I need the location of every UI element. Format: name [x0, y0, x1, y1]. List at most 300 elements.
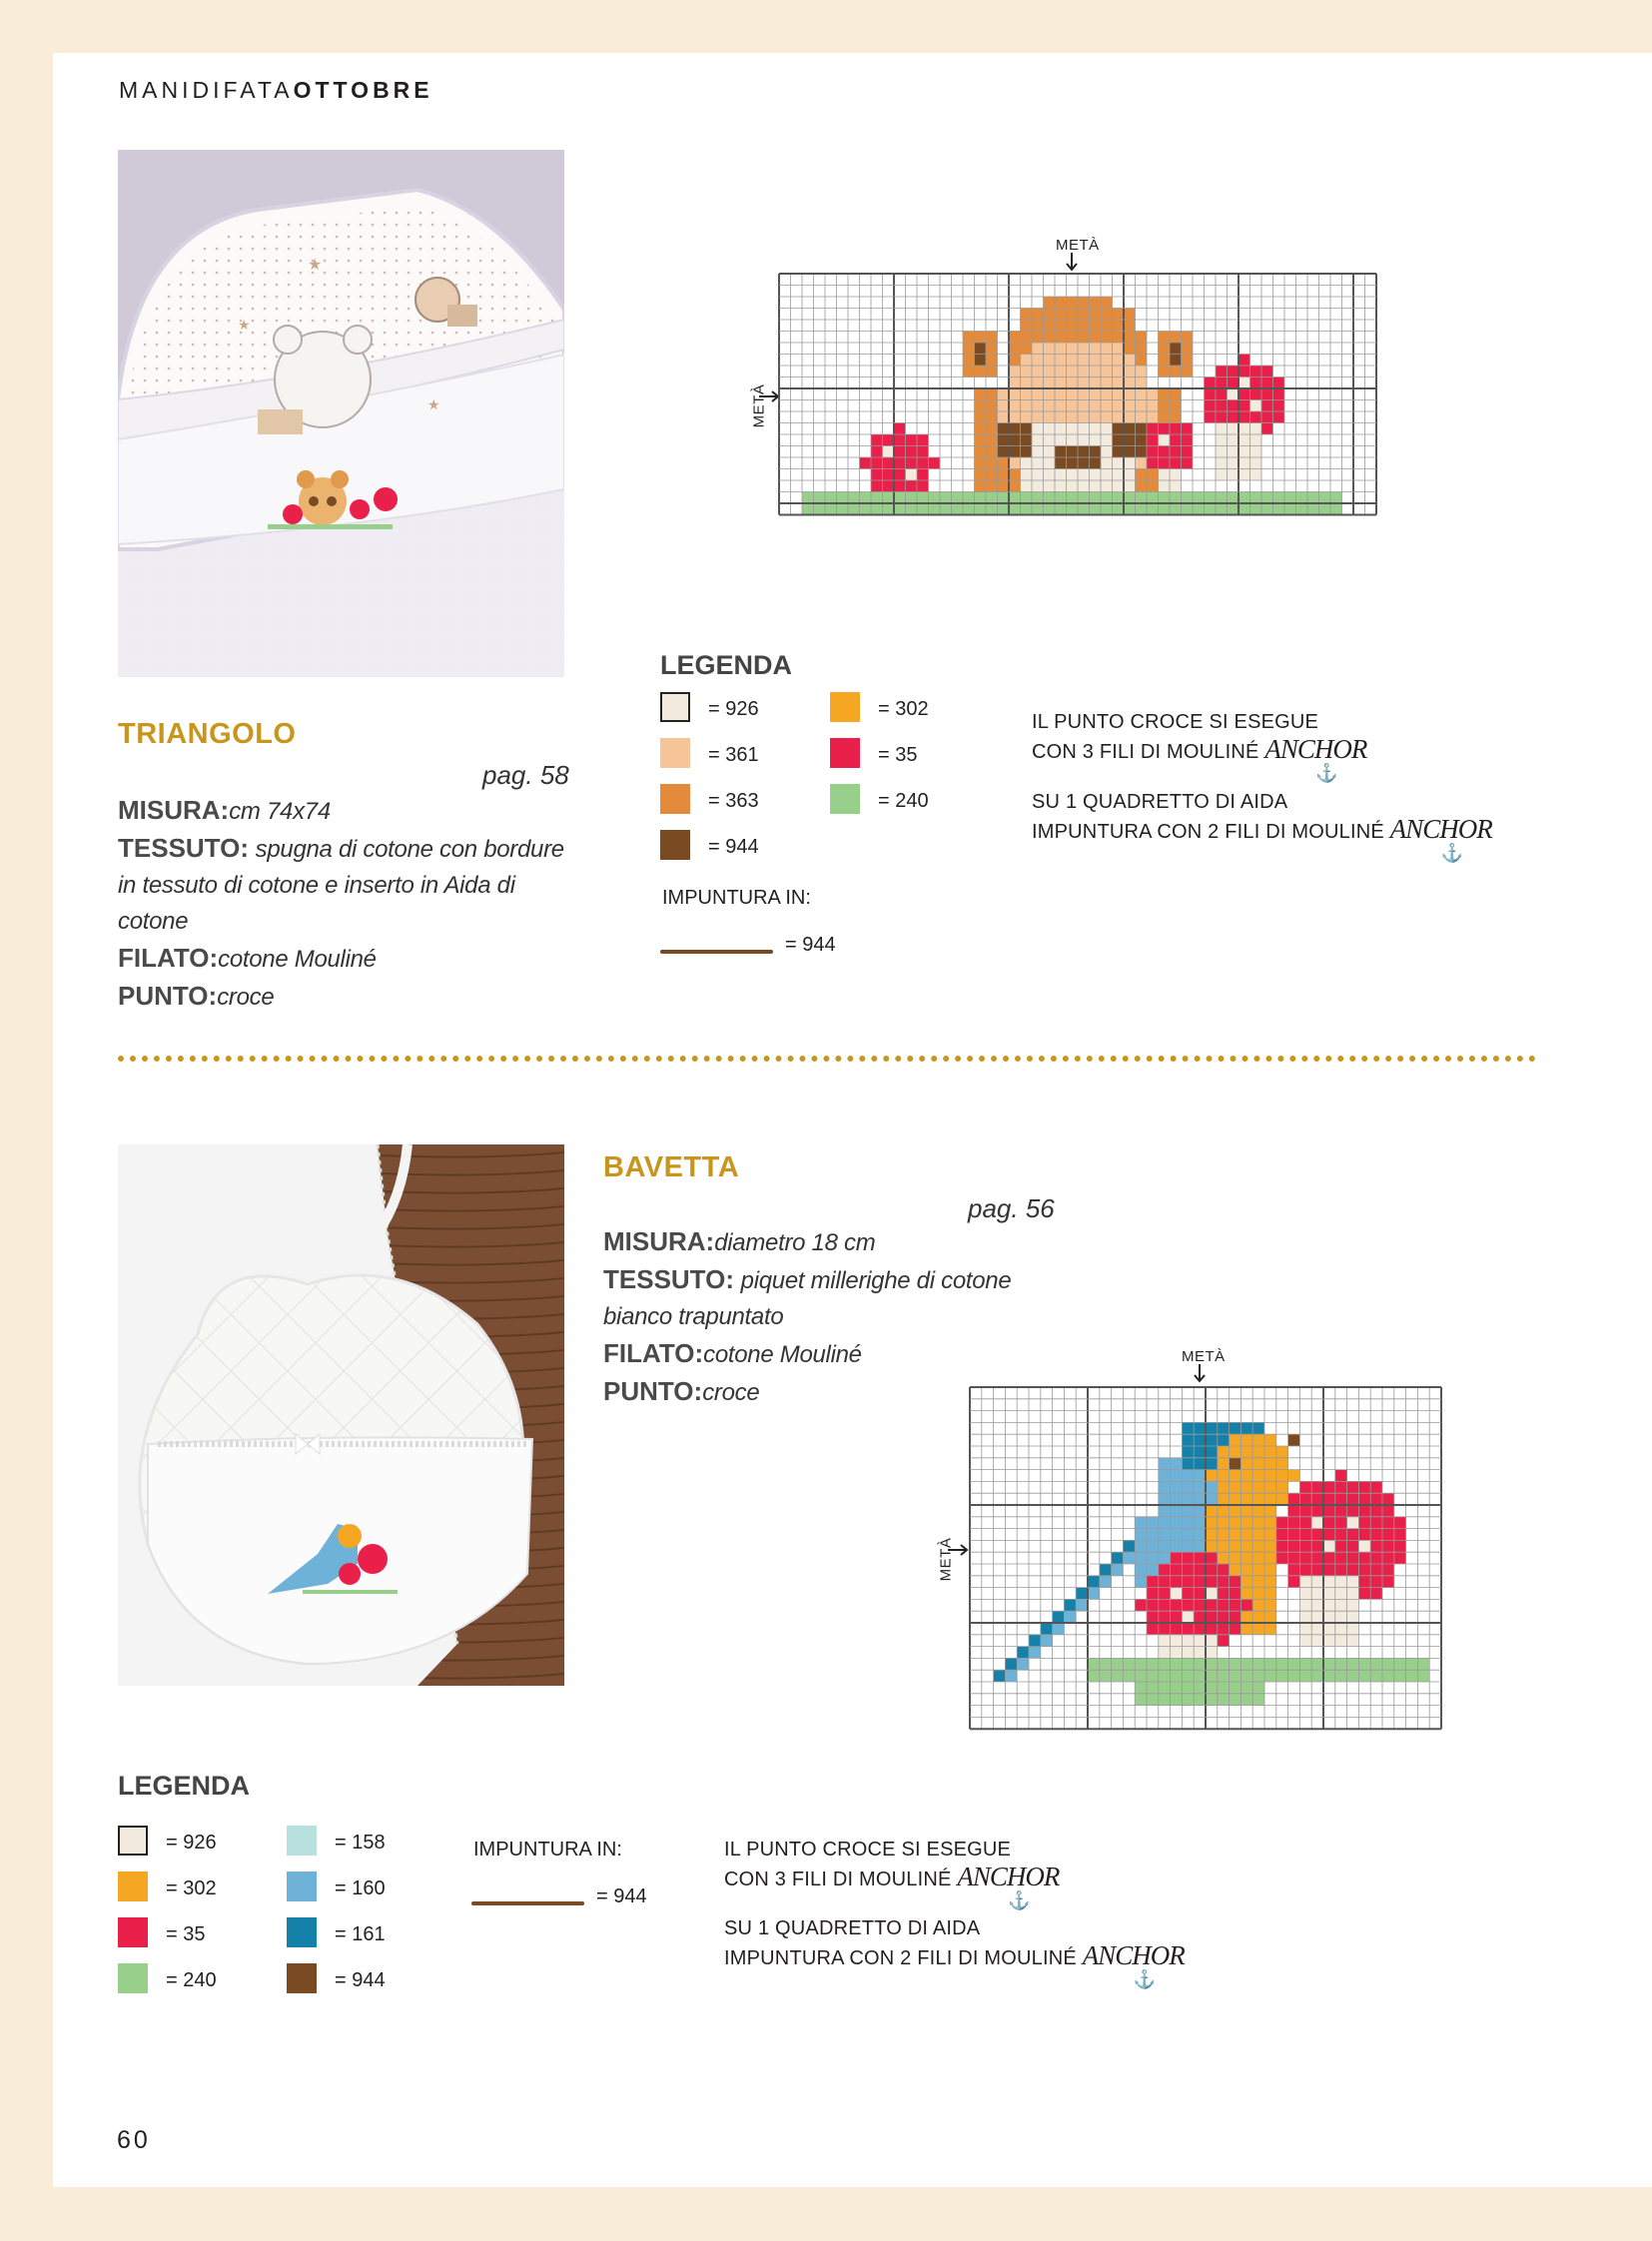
- stitch-cell: [986, 480, 998, 492]
- stitch-cell: [1230, 1422, 1241, 1434]
- stitch-cell: [1358, 1493, 1370, 1505]
- triangolo-tessuto-label: TESSUTO:: [118, 833, 249, 863]
- stitch-cell: [1311, 1588, 1323, 1600]
- stitch-cell: [1159, 1694, 1171, 1706]
- stitch-cell: [986, 332, 998, 344]
- legend-swatch: [830, 738, 860, 768]
- stitch-cell: [1055, 503, 1067, 515]
- stitch-cell: [1206, 1635, 1218, 1647]
- stitch-cell: [975, 492, 987, 504]
- stitch-cell: [1252, 1564, 1264, 1576]
- stitch-cell: [994, 1670, 1006, 1682]
- stitch-cell: [1323, 1576, 1335, 1588]
- stitch-cell: [975, 400, 987, 412]
- stitch-cell: [1296, 503, 1308, 515]
- stitch-cell: [1240, 1588, 1252, 1600]
- legend-swatch: [660, 738, 690, 768]
- stitch-cell: [1299, 1552, 1311, 1564]
- stitch-cell: [1218, 1694, 1230, 1706]
- stitch-cell: [986, 388, 998, 400]
- stitch-cell: [1218, 1611, 1230, 1623]
- stitch-cell: [1044, 297, 1056, 309]
- stitch-cell: [894, 480, 906, 492]
- stitch-cell: [1264, 1623, 1276, 1635]
- triangolo-title: TRIANGOLO: [118, 718, 297, 750]
- stitch-cell: [1194, 1470, 1206, 1482]
- stitch-cell: [1299, 1670, 1311, 1682]
- bear-chart-meta-top: METÀ: [1056, 237, 1100, 254]
- stitch-cell: [1009, 411, 1021, 423]
- triangolo-filato-label: FILATO:: [118, 943, 219, 973]
- stitch-cell: [1264, 1470, 1276, 1482]
- stitch-cell: [1323, 1658, 1335, 1670]
- stitch-cell: [1113, 388, 1125, 400]
- stitch-cell: [1064, 1611, 1076, 1623]
- legend-swatch: [660, 692, 690, 722]
- stitch-cell: [1382, 1540, 1394, 1552]
- stitch-cell: [1230, 1623, 1241, 1635]
- stitch-cell: [1159, 411, 1171, 423]
- stitch-cell: [1323, 1517, 1335, 1529]
- stitch-cell: [1159, 1505, 1171, 1517]
- stitch-cell: [1230, 1564, 1241, 1576]
- stitch-cell: [1029, 1635, 1041, 1647]
- anchor-logo: [957, 1862, 1060, 1910]
- stitch-cell: [1147, 1552, 1159, 1564]
- stitch-cell: [1021, 309, 1033, 321]
- stitch-cell: [906, 492, 918, 504]
- triangolo-impuntura-label: IMPUNTURA IN:: [662, 887, 811, 909]
- stitch-cell: [883, 457, 895, 469]
- stitch-cell: [1124, 377, 1136, 389]
- stitch-cell: [1323, 1481, 1335, 1493]
- stitch-cell: [860, 503, 872, 515]
- stitch-cell: [1239, 457, 1250, 469]
- stitch-cell: [1078, 343, 1090, 355]
- stitch-cell: [1159, 1481, 1171, 1493]
- bavetta-note-1: [724, 1837, 1060, 1910]
- stitch-cell: [1009, 355, 1021, 367]
- stitch-cell: [1239, 446, 1250, 458]
- stitch-cell: [1206, 1470, 1218, 1482]
- stitch-cell: [1252, 1576, 1264, 1588]
- stitch-cell: [1055, 480, 1067, 492]
- stitch-cell: [1299, 1635, 1311, 1647]
- stitch-cell: [963, 343, 975, 355]
- stitch-cell: [1055, 297, 1067, 309]
- stitch-cell: [1252, 1517, 1264, 1529]
- stitch-cell: [1182, 446, 1194, 458]
- section-divider: [118, 1056, 1536, 1062]
- stitch-cell: [1100, 1658, 1112, 1670]
- stitch-cell: [1147, 1670, 1159, 1682]
- stitch-cell: [1021, 355, 1033, 367]
- stitch-cell: [1264, 1505, 1276, 1517]
- stitch-cell: [1124, 457, 1136, 469]
- anchor-logo: [1264, 734, 1367, 783]
- stitch-cell: [1216, 366, 1228, 377]
- stitch-cell: [1135, 1682, 1147, 1694]
- stitch-cell: [1171, 1670, 1183, 1682]
- stitch-cell: [1216, 457, 1228, 469]
- bavetta-tessuto-value: piquet millerighe di cotone bianco trapuntato: [603, 1267, 1012, 1330]
- stitch-cell: [1112, 1552, 1124, 1564]
- stitch-cell: [952, 492, 964, 504]
- stitch-cell: [1159, 343, 1171, 355]
- stitch-cell: [1252, 1493, 1264, 1505]
- stitch-cell: [998, 457, 1010, 469]
- stitch-cell: [1311, 1599, 1323, 1611]
- stitch-cell: [1112, 1658, 1124, 1670]
- stitch-cell: [1055, 400, 1067, 412]
- stitch-cell: [1252, 1552, 1264, 1564]
- stitch-cell: [1347, 1552, 1359, 1564]
- stitch-cell: [1090, 388, 1102, 400]
- stitch-cell: [1240, 1623, 1252, 1635]
- stitch-cell: [1159, 332, 1171, 344]
- stitch-cell: [1123, 1670, 1135, 1682]
- stitch-cell: [894, 492, 906, 504]
- stitch-cell: [998, 411, 1010, 423]
- stitch-cell: [1252, 1434, 1264, 1446]
- stitch-cell: [1147, 1658, 1159, 1670]
- stitch-cell: [1276, 1493, 1288, 1505]
- stitch-cell: [1124, 388, 1136, 400]
- stitch-cell: [1273, 377, 1285, 389]
- stitch-cell: [1136, 332, 1148, 344]
- stitch-cell: [1218, 1529, 1230, 1541]
- stitch-cell: [1090, 423, 1102, 435]
- stitch-cell: [1090, 457, 1102, 469]
- bird-cross-stitch-chart: [968, 1385, 1443, 1736]
- stitch-cell: [1299, 1576, 1311, 1588]
- stitch-cell: [1159, 1611, 1171, 1623]
- stitch-cell: [1182, 1611, 1194, 1623]
- stitch-cell: [1194, 1694, 1206, 1706]
- stitch-cell: [1113, 332, 1125, 344]
- stitch-cell: [1159, 446, 1171, 458]
- stitch-cell: [1311, 1529, 1323, 1541]
- stitch-cell: [1205, 388, 1217, 400]
- stitch-cell: [1101, 480, 1113, 492]
- stitch-cell: [1230, 1505, 1241, 1517]
- stitch-cell: [1240, 1682, 1252, 1694]
- stitch-cell: [1264, 1446, 1276, 1458]
- stitch-cell: [1182, 1588, 1194, 1600]
- stitch-cell: [1319, 503, 1331, 515]
- stitch-cell: [1264, 1517, 1276, 1529]
- stitch-cell: [1032, 377, 1044, 389]
- stitch-cell: [975, 434, 987, 446]
- stitch-cell: [1090, 320, 1102, 332]
- stitch-cell: [1182, 1434, 1194, 1446]
- stitch-cell: [1230, 1694, 1241, 1706]
- stitch-cell: [1288, 1529, 1300, 1541]
- stitch-cell: [1159, 400, 1171, 412]
- stitch-cell: [1055, 332, 1067, 344]
- stitch-cell: [1182, 1635, 1194, 1647]
- stitch-cell: [1159, 1635, 1171, 1647]
- stitch-cell: [1135, 1694, 1147, 1706]
- stitch-cell: [1090, 377, 1102, 389]
- anchor-brand-text: ANCHOR: [957, 1862, 1060, 1891]
- stitch-cell: [894, 503, 906, 515]
- stitch-cell: [1194, 1576, 1206, 1588]
- stitch-cell: [1250, 446, 1262, 458]
- triangolo-page-ref: pag. 58: [482, 760, 569, 790]
- stitch-cell: [1113, 355, 1125, 367]
- legend-swatch: [118, 1826, 148, 1856]
- stitch-cell: [1347, 1505, 1359, 1517]
- stitch-cell: [1382, 1552, 1394, 1564]
- stitch-cell: [1090, 434, 1102, 446]
- stitch-cell: [1078, 366, 1090, 377]
- stitch-cell: [1078, 446, 1090, 458]
- triangolo-legend-title: LEGENDA: [660, 650, 793, 680]
- arrow-down-icon: [1065, 253, 1079, 273]
- stitch-cell: [1323, 1599, 1335, 1611]
- stitch-cell: [1252, 1658, 1264, 1670]
- stitch-cell: [1032, 343, 1044, 355]
- stitch-cell: [1067, 388, 1079, 400]
- stitch-cell: [1252, 1540, 1264, 1552]
- bear-chart-meta-side: METÀ: [750, 383, 768, 428]
- bird-chart-meta-side: METÀ: [937, 1537, 955, 1582]
- stitch-cell: [1194, 1505, 1206, 1517]
- stitch-cell: [929, 492, 941, 504]
- stitch-cell: [1135, 1564, 1147, 1576]
- stitch-cell: [1194, 1552, 1206, 1564]
- stitch-cell: [1067, 446, 1079, 458]
- stitch-cell: [1252, 1446, 1264, 1458]
- stitch-cell: [1299, 1611, 1311, 1623]
- stitch-cell: [1182, 457, 1194, 469]
- stitch-cell: [1067, 503, 1079, 515]
- stitch-cell: [1032, 480, 1044, 492]
- stitch-cell: [1113, 480, 1125, 492]
- stitch-cell: [998, 503, 1010, 515]
- stitch-cell: [1090, 492, 1102, 504]
- stitch-cell: [1261, 423, 1273, 435]
- stitch-cell: [1311, 1552, 1323, 1564]
- stitch-cell: [1136, 503, 1148, 515]
- stitch-cell: [1171, 1635, 1183, 1647]
- stitch-cell: [1240, 1505, 1252, 1517]
- stitch-cell: [1299, 1564, 1311, 1576]
- stitch-cell: [1370, 1529, 1382, 1541]
- stitch-cell: [883, 446, 895, 458]
- stitch-cell: [1182, 1564, 1194, 1576]
- stitch-cell: [1090, 400, 1102, 412]
- stitch-cell: [1159, 1493, 1171, 1505]
- triangolo-impuntura-line: [660, 950, 773, 954]
- stitch-cell: [1347, 1635, 1359, 1647]
- stitch-cell: [1358, 1529, 1370, 1541]
- stitch-cell: [1218, 1599, 1230, 1611]
- stitch-cell: [1055, 411, 1067, 423]
- stitch-cell: [1288, 1564, 1300, 1576]
- stitch-cell: [1076, 1599, 1088, 1611]
- stitch-cell: [917, 503, 929, 515]
- stitch-cell: [986, 434, 998, 446]
- stitch-cell: [1218, 1493, 1230, 1505]
- bavetta-impuntura-value: = 944: [596, 1885, 647, 1907]
- stitch-cell: [1044, 434, 1056, 446]
- stitch-cell: [1358, 1505, 1370, 1517]
- stitch-cell: [1101, 400, 1113, 412]
- stitch-cell: [1182, 1552, 1194, 1564]
- stitch-cell: [1347, 1576, 1359, 1588]
- stitch-cell: [1067, 469, 1079, 481]
- stitch-cell: [1032, 411, 1044, 423]
- page-number: 60: [117, 2126, 151, 2154]
- stitch-cell: [1276, 1517, 1288, 1529]
- triangolo-legend: [660, 692, 960, 872]
- stitch-cell: [1358, 1517, 1370, 1529]
- stitch-cell: [1205, 400, 1217, 412]
- stitch-cell: [1335, 1540, 1347, 1552]
- triangolo-note-1: [1032, 709, 1367, 783]
- stitch-cell: [1136, 343, 1148, 355]
- stitch-cell: [1021, 332, 1033, 344]
- legend-swatch: [287, 1871, 317, 1901]
- stitch-cell: [1206, 1588, 1218, 1600]
- stitch-cell: [975, 469, 987, 481]
- stitch-cell: [1299, 1529, 1311, 1541]
- stitch-cell: [1032, 457, 1044, 469]
- stitch-cell: [837, 492, 849, 504]
- legend-label: = 35: [878, 744, 918, 766]
- stitch-cell: [1136, 411, 1148, 423]
- stitch-cell: [883, 492, 895, 504]
- stitch-cell: [894, 457, 906, 469]
- stitch-cell: [1250, 469, 1262, 481]
- stitch-cell: [1124, 366, 1136, 377]
- stitch-cell: [1170, 492, 1182, 504]
- bavetta-legend-title: LEGENDA: [118, 1771, 251, 1801]
- stitch-cell: [825, 503, 837, 515]
- stitch-cell: [1218, 1470, 1230, 1482]
- stitch-cell: [1136, 434, 1148, 446]
- stitch-cell: [1182, 423, 1194, 435]
- stitch-cell: [1206, 1564, 1218, 1576]
- stitch-cell: [1261, 503, 1273, 515]
- stitch-cell: [1240, 1540, 1252, 1552]
- stitch-cell: [1239, 492, 1250, 504]
- bavetta-filato-value: cotone Mouliné: [703, 1341, 862, 1368]
- stitch-cell: [1147, 1517, 1159, 1529]
- stitch-cell: [1171, 1576, 1183, 1588]
- stitch-cell: [975, 388, 987, 400]
- stitch-cell: [1307, 503, 1319, 515]
- stitch-cell: [906, 469, 918, 481]
- triangolo-tessuto-value: spugna di cotone con bordure in tessuto di cotone e inserto in Aida di cotone: [118, 836, 564, 935]
- stitch-cell: [1228, 434, 1239, 446]
- stitch-cell: [1090, 297, 1102, 309]
- stitch-cell: [1182, 1529, 1194, 1541]
- stitch-cell: [1240, 1611, 1252, 1623]
- stitch-cell: [1159, 1658, 1171, 1670]
- stitch-cell: [871, 434, 883, 446]
- anchor-icon: ⚓: [1008, 1890, 1030, 1910]
- stitch-cell: [1159, 1529, 1171, 1541]
- stitch-cell: [1370, 1576, 1382, 1588]
- stitch-cell: [1041, 1635, 1053, 1647]
- stitch-cell: [883, 469, 895, 481]
- stitch-cell: [1170, 332, 1182, 344]
- stitch-cell: [1335, 1470, 1347, 1482]
- stitch-cell: [1194, 1670, 1206, 1682]
- stitch-cell: [1170, 457, 1182, 469]
- stitch-cell: [871, 492, 883, 504]
- stitch-cell: [1330, 492, 1342, 504]
- stitch-cell: [1264, 1588, 1276, 1600]
- stitch-cell: [1264, 1670, 1276, 1682]
- stitch-cell: [986, 446, 998, 458]
- stitch-cell: [1230, 1493, 1241, 1505]
- stitch-cell: [1417, 1670, 1429, 1682]
- stitch-cell: [1101, 411, 1113, 423]
- stitch-cell: [1261, 388, 1273, 400]
- stitch-cell: [1240, 1552, 1252, 1564]
- stitch-cell: [1330, 503, 1342, 515]
- bavetta-punto-label: PUNTO:: [603, 1376, 703, 1406]
- stitch-cell: [1055, 492, 1067, 504]
- stitch-cell: [1044, 400, 1056, 412]
- stitch-cell: [1288, 1576, 1300, 1588]
- stitch-cell: [1218, 1670, 1230, 1682]
- bavetta-note-1-line-1: IL PUNTO CROCE SI ESEGUE: [724, 1839, 1012, 1861]
- stitch-cell: [1136, 400, 1148, 412]
- stitch-cell: [1101, 492, 1113, 504]
- anchor-logo: [1082, 1940, 1185, 1989]
- stitch-cell: [1230, 1481, 1241, 1493]
- stitch-cell: [1101, 355, 1113, 367]
- stitch-cell: [1347, 1517, 1359, 1529]
- stitch-cell: [1009, 377, 1021, 389]
- stitch-cell: [1147, 1599, 1159, 1611]
- stitch-cell: [1032, 423, 1044, 435]
- stitch-cell: [1124, 434, 1136, 446]
- stitch-cell: [1171, 1470, 1183, 1482]
- stitch-cell: [1205, 503, 1217, 515]
- stitch-cell: [1370, 1552, 1382, 1564]
- stitch-cell: [1276, 1446, 1288, 1458]
- stitch-cell: [1240, 1599, 1252, 1611]
- stitch-cell: [1101, 377, 1113, 389]
- stitch-cell: [1159, 480, 1171, 492]
- stitch-cell: [1124, 332, 1136, 344]
- stitch-cell: [975, 366, 987, 377]
- stitch-cell: [1021, 480, 1033, 492]
- stitch-cell: [1358, 1564, 1370, 1576]
- stitch-cell: [1240, 1458, 1252, 1470]
- stitch-cell: [906, 434, 918, 446]
- stitch-cell: [998, 492, 1010, 504]
- stitch-cell: [1240, 1529, 1252, 1541]
- triangolo-impuntura-value: = 944: [785, 934, 836, 956]
- stitch-cell: [1230, 1588, 1241, 1600]
- stitch-cell: [1394, 1540, 1406, 1552]
- magazine-name: MANIDIFATA: [119, 77, 294, 103]
- stitch-cell: [1335, 1552, 1347, 1564]
- stitch-cell: [1113, 434, 1125, 446]
- stitch-cell: [986, 492, 998, 504]
- stitch-cell: [1171, 1694, 1183, 1706]
- stitch-cell: [1194, 1611, 1206, 1623]
- stitch-cell: [1147, 1576, 1159, 1588]
- stitch-cell: [1078, 457, 1090, 469]
